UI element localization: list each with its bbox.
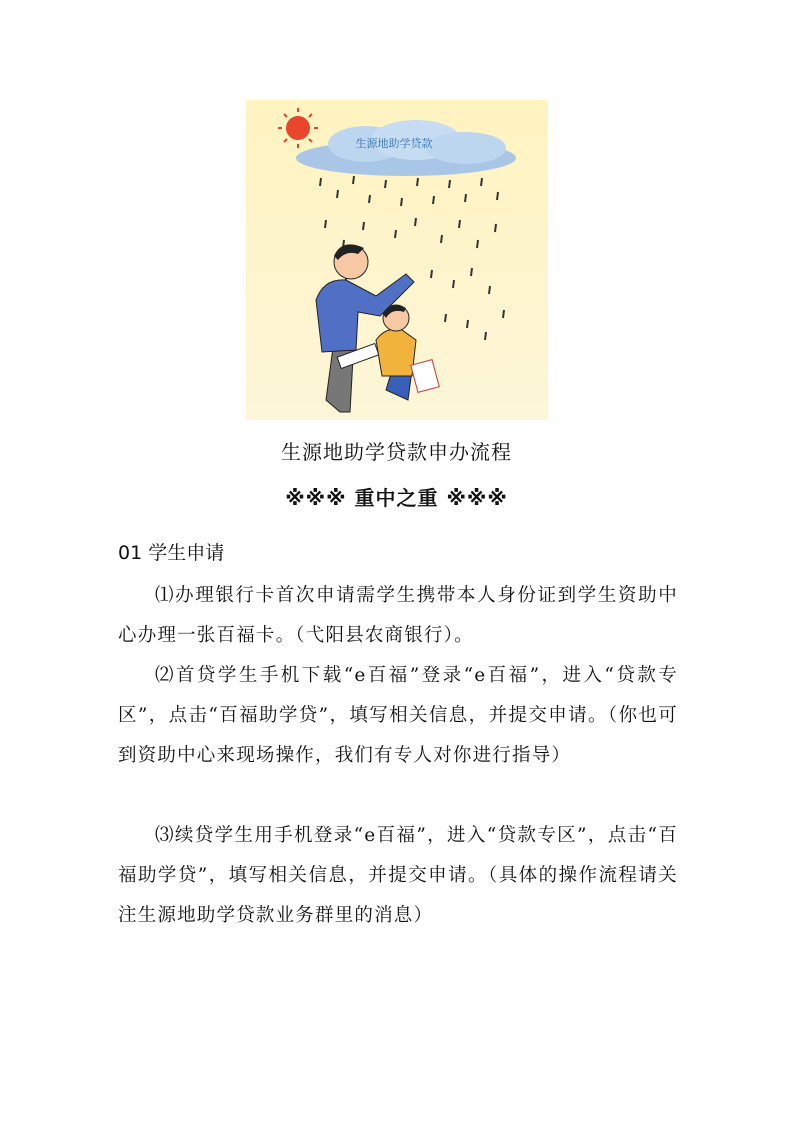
cloud-label: 生源地助学贷款 xyxy=(355,137,433,150)
paragraph-step-2: ⑵首贷学生手机下载“e百福”登录“e百福”，进入“贷款专区”，点击“百福助学贷”，填写相关信息，并提交申请。（你也可到资助中心来现场操作，我们有专人对你进行指导） xyxy=(118,665,678,766)
paragraph-step-1: ⑴办理银行卡首次申请需学生携带本人身份证到学生资助中心办理一张百福卡。（弋阳县农商银行）。 xyxy=(118,585,678,646)
section-heading: 01 学生申请 xyxy=(118,542,225,564)
page-title: 生源地助学贷款申办流程 xyxy=(281,440,512,464)
page-subtitle: ※※※ 重中之重 ※※※ xyxy=(285,486,508,510)
student-loan-illustration xyxy=(246,100,548,420)
paragraph-step-3: ⑶续贷学生用手机登录“e百福”，进入“贷款专区”，点击“百福助学贷”，填写相关信息，并提交申请。（具体的操作流程请关注生源地助学贷款业务群里的消息） xyxy=(118,825,678,926)
